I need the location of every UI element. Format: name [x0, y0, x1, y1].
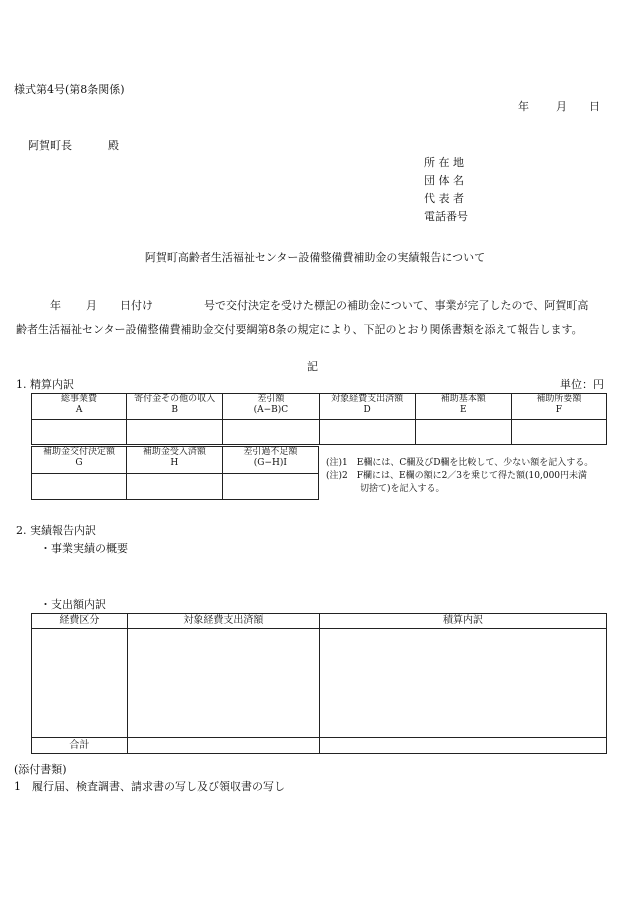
body-year: 年	[50, 299, 61, 312]
applicant-representative-label: 代 表 者	[424, 192, 464, 205]
cell-f-value[interactable]	[511, 420, 606, 445]
applicant-address-label: 所 在 地	[424, 156, 464, 169]
applicant-group-label: 団 体 名	[424, 174, 464, 187]
expense-breakdown-cell[interactable]	[320, 629, 607, 738]
expense-eligible-cell[interactable]	[127, 629, 319, 738]
section2-heading: 2. 実績報告内訳	[16, 524, 96, 537]
expense-col-category: 経費区分	[32, 614, 128, 629]
document-title: 阿賀町高齢者生活福祉センター設備整備費補助金の実績報告について	[144, 251, 486, 264]
cell-e-value[interactable]	[415, 420, 511, 445]
cell-h-value[interactable]	[126, 474, 222, 500]
cell-g-value[interactable]	[32, 474, 127, 500]
expense-table	[31, 613, 607, 754]
expense-total-eligible[interactable]	[127, 738, 319, 754]
expense-total-label: 合計	[32, 738, 128, 754]
col-subsidy-required: 補助所要額 F	[511, 394, 606, 420]
cell-a-value[interactable]	[32, 420, 127, 445]
cell-i-value[interactable]	[222, 474, 318, 500]
unit-label: 単位：円	[560, 378, 604, 391]
col-difference: 差引額 (A−B)C	[223, 394, 319, 420]
col-grant-received: 補助金受入済額 H	[126, 447, 222, 474]
settlement-table	[31, 393, 607, 445]
ki-label: 記	[307, 360, 318, 373]
recipient-honorific: 殿	[108, 139, 119, 152]
expense-col-eligible: 対象経費支出済額	[127, 614, 319, 629]
col-subsidy-base: 補助基本額 E	[415, 394, 511, 420]
col-grant-decision: 補助金交付決定額 G	[32, 447, 127, 474]
settlement-table-2	[31, 446, 319, 500]
date-day: 日	[589, 100, 600, 113]
section2-sub1: ・事業実績の概要	[40, 542, 128, 555]
recipient-name: 阿賀町長	[28, 139, 72, 152]
body-number-text: 号で交付決定を受けた標記の補助金について、事業が完了したので、阿賀町高	[204, 299, 589, 312]
note-2: (注)2 F欄には、E欄の額に2／3を乗じて得た額(10,000円未満	[326, 471, 588, 481]
cell-b-value[interactable]	[127, 420, 223, 445]
body-month: 月	[86, 299, 97, 312]
attachments-heading: (添付書類)	[14, 763, 67, 776]
col-donations-other: 寄付金その他の収入 B	[127, 394, 223, 420]
section1-heading: 1. 精算内訳	[16, 378, 74, 391]
col-surplus-deficit: 差引過不足額 (G−H)I	[222, 447, 318, 474]
attachments-item-1: 1 履行届、検査調書、請求書の写し及び領収書の写し	[14, 780, 285, 793]
body-line2: 齢者生活福祉センター設備整備費補助金交付要綱第8条の規定により、下記のとおり関係書類を添えて報告します。	[16, 323, 583, 336]
expense-category-cell[interactable]	[32, 629, 128, 738]
expense-total-breakdown[interactable]	[320, 738, 607, 754]
expense-col-breakdown: 積算内訳	[320, 614, 607, 629]
form-number: 様式第4号(第8条関係)	[14, 83, 125, 96]
col-eligible-expenses: 対象経費支出済額 D	[319, 394, 415, 420]
applicant-phone-label: 電話番号	[424, 210, 468, 223]
section2-sub2: ・支出額内訳	[40, 598, 106, 611]
date-year: 年	[518, 100, 529, 113]
note-1: (注)1 E欄には、C欄及びD欄を比較して、少ない額を記入する。	[326, 458, 594, 468]
cell-c-value[interactable]	[223, 420, 319, 445]
body-day-dated: 日付け	[120, 299, 153, 312]
col-total-project-cost: 総事業費 A	[32, 394, 127, 420]
note-2-cont: 切捨て)を記入する。	[360, 484, 445, 494]
cell-d-value[interactable]	[319, 420, 415, 445]
date-month: 月	[556, 100, 567, 113]
